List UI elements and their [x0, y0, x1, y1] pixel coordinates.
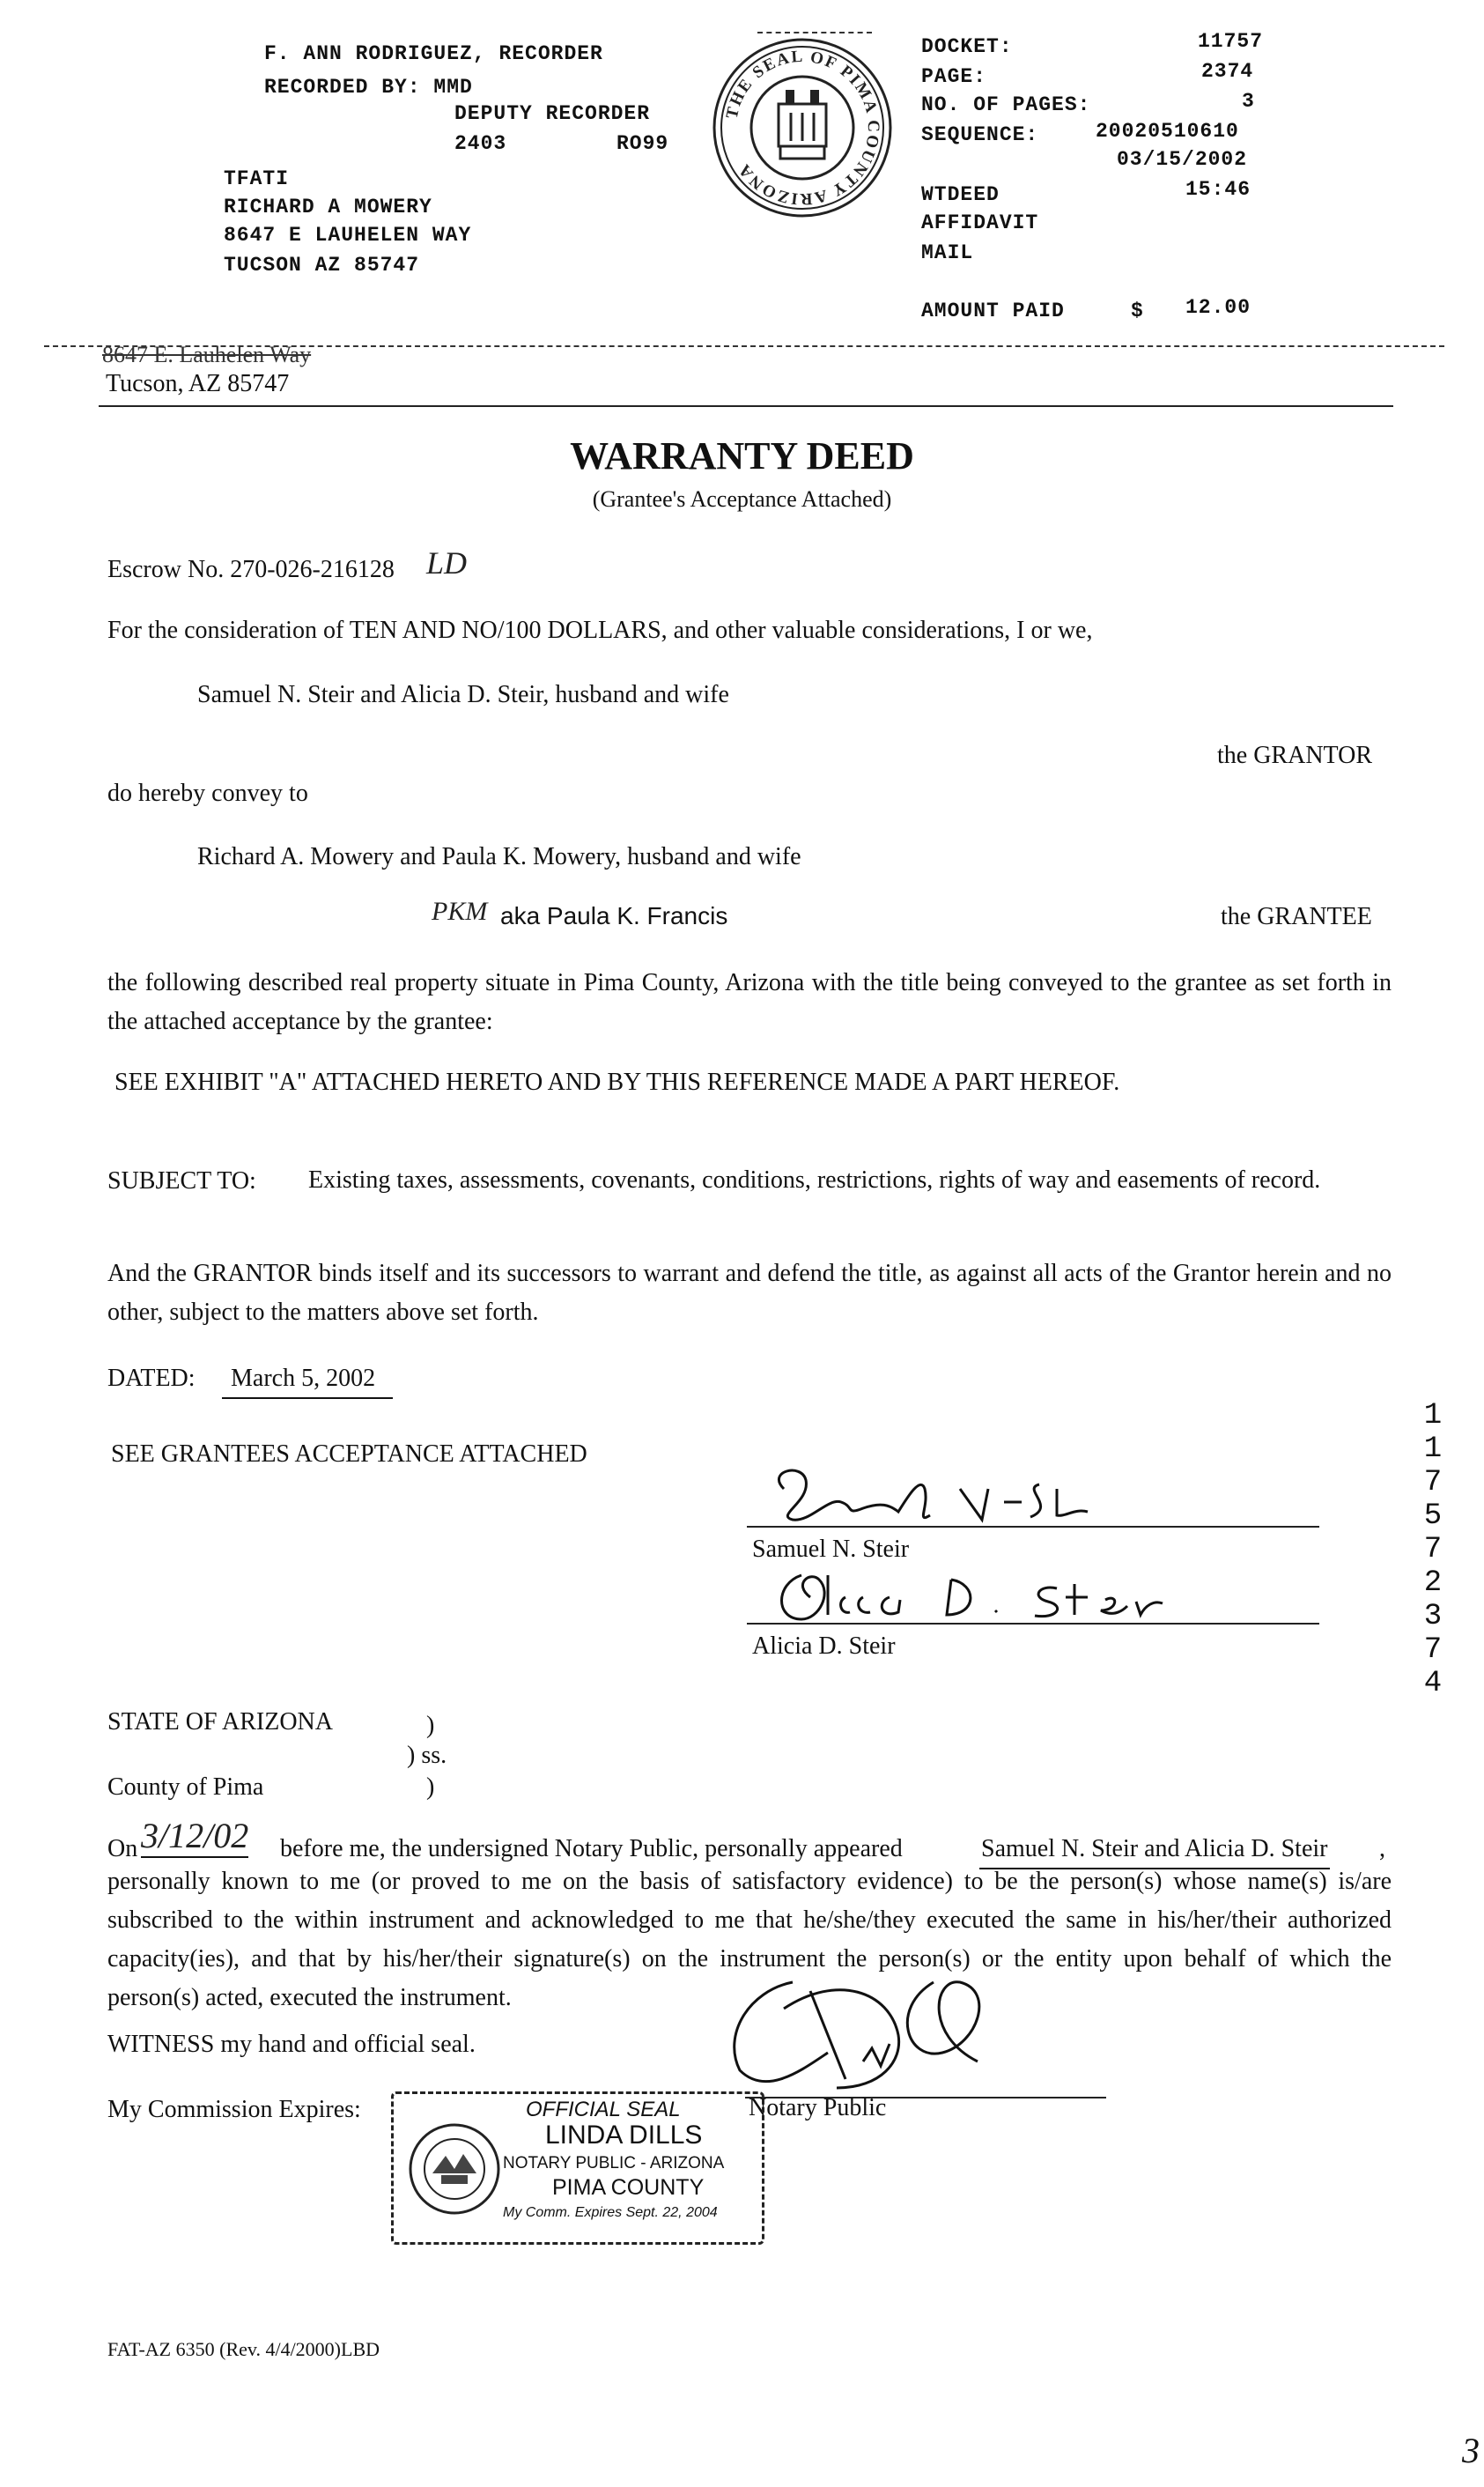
- sequence-label: SEQUENCE:: [921, 123, 1039, 146]
- margin-digit: 1: [1423, 1399, 1443, 1432]
- signature-line-2: [747, 1623, 1319, 1625]
- amount-currency: $: [1131, 300, 1144, 322]
- stamp-notary-title: NOTARY PUBLIC - ARIZONA: [503, 2154, 725, 2172]
- docket-label: DOCKET:: [921, 35, 1013, 58]
- notary-body-paragraph: personally known to me (or proved to me on the basis of satisfactory evidence) to be the person(s) whose name(s) is/are subscribed to the within instrument and acknowledged to me that he/she/they executed the same in his/her/their authorized capacity(ies), and that by his/her/their signature(s) on the instrument the person(s) or the entity upon behalf of which the person(s) acted, executed the instrument.: [107, 1868, 1392, 2011]
- subject-to-text: Existing taxes, assessments, covenants, conditions, restrictions, rights of way and easements of record.: [308, 1166, 1321, 1194]
- escrow-initials: LD: [426, 545, 468, 581]
- notary-stamp: [391, 2091, 764, 2245]
- recorded-by: RECORDED BY: MMD: [264, 76, 473, 99]
- margin-digit: 4: [1423, 1667, 1443, 1700]
- consideration-text: For the consideration of TEN AND NO/100 DOLLARS, and other valuable considerations, I or we,: [107, 617, 1093, 644]
- recording-date: 03/15/2002: [1117, 148, 1248, 171]
- margin-digit: 1: [1423, 1432, 1443, 1466]
- recording-time: 15:46: [1185, 178, 1251, 201]
- acceptance-note: SEE GRANTEES ACCEPTANCE ATTACHED: [111, 1440, 587, 1468]
- header-dash-line: [757, 32, 872, 33]
- notary-ss: ) ss.: [407, 1742, 447, 1769]
- aka-name: aka Paula K. Francis: [500, 902, 728, 929]
- county-seal: [710, 35, 895, 220]
- docket-value: 11757: [1198, 30, 1264, 53]
- notary-county: County of Pima: [107, 1773, 264, 1801]
- amount-label: AMOUNT PAID: [921, 300, 1065, 322]
- exhibit-reference: SEE EXHIBIT "A" ATTACHED HERETO AND BY THIS REFERENCE MADE A PART HEREOF.: [114, 1069, 1120, 1096]
- notary-comma: ,: [1379, 1835, 1385, 1862]
- notary-paren-3: ): [426, 1773, 435, 1801]
- aka-initials: PKM: [432, 897, 488, 926]
- escrow-number: Escrow No. 270-026-216128: [107, 556, 395, 583]
- notary-state: STATE OF ARIZONA: [107, 1708, 333, 1736]
- arizona-seal-icon: [406, 2121, 503, 2217]
- deed-subtitle: (Grantee's Acceptance Attached): [592, 486, 892, 512]
- notary-public-label: Notary Public: [749, 2094, 887, 2121]
- notary-signature: [713, 1956, 1048, 2106]
- address-city: Tucson, AZ 85747: [106, 370, 290, 397]
- sequence-value: 20020510610: [1096, 120, 1239, 143]
- county-seal-graphic: [710, 35, 895, 220]
- form-number: FAT-AZ 6350 (Rev. 4/4/2000)LBD: [107, 2338, 380, 2360]
- recorder-code-right: RO99: [616, 132, 669, 155]
- dated-value: March 5, 2002: [222, 1360, 393, 1399]
- dated-label: DATED:: [107, 1365, 196, 1392]
- stamp-county: PIMA COUNTY: [552, 2175, 705, 2200]
- deed-title: WARRANTY DEED: [570, 434, 914, 477]
- margin-stamp: [1420, 1399, 1446, 1700]
- grantee-label: the GRANTEE: [1221, 903, 1372, 930]
- notary-witness: WITNESS my hand and official seal.: [107, 2031, 476, 2058]
- convey-text: do hereby convey to: [107, 780, 308, 807]
- return-street: 8647 E LAUHELEN WAY: [224, 224, 472, 247]
- property-paragraph: the following described real property situate in Pima County, Arizona with the title being conveyed to the grantee as set forth in the attached acceptance by the grantee:: [107, 969, 1392, 1035]
- notary-handwritten-date: 3/12/02: [141, 1815, 248, 1858]
- affidavit-label: AFFIDAVIT: [921, 211, 1039, 234]
- grantee-names: Richard A. Mowery and Paula K. Mowery, husband and wife: [197, 843, 801, 870]
- stamp-official-seal: OFFICIAL SEAL: [526, 2098, 681, 2121]
- notary-appeared-names: Samuel N. Steir and Alicia D. Steir: [979, 1831, 1330, 1869]
- notary-before-text: before me, the undersigned Notary Public, personally appeared: [280, 1835, 903, 1862]
- margin-digit: 2: [1423, 1566, 1443, 1600]
- margin-digit: 7: [1423, 1633, 1443, 1667]
- amount-value: 12.00: [1185, 296, 1251, 319]
- warranty-paragraph: And the GRANTOR binds itself and its successors to warrant and defend the title, as against all acts of the Grantor herein and no other, subject to the matters above set forth.: [107, 1260, 1392, 1326]
- margin-digit: 7: [1423, 1533, 1443, 1566]
- commission-label: My Commission Expires:: [107, 2096, 361, 2123]
- stamp-commission-expiry: My Comm. Expires Sept. 22, 2004: [503, 2205, 718, 2220]
- notary-on: On: [107, 1835, 138, 1862]
- margin-digit: 3: [1423, 1600, 1443, 1633]
- address-struck: 8647 E. Lauhelen Way: [102, 342, 312, 367]
- county-seal-text: THE SEAL OF PIMA COUNTY ARIZONA: [722, 47, 883, 209]
- pages-label: NO. OF PAGES:: [921, 93, 1091, 116]
- signer-1-name: Samuel N. Steir: [752, 1536, 910, 1563]
- signature-samuel: [757, 1454, 1110, 1533]
- return-code: TFATI: [224, 167, 290, 190]
- stamp-notary-name: LINDA DILLS: [545, 2121, 703, 2150]
- address-rule: [99, 405, 1393, 407]
- recorder-name: F. ANN RODRIGUEZ, RECORDER: [264, 42, 603, 65]
- grantor-names: Samuel N. Steir and Alicia D. Steir, husband and wife: [197, 681, 729, 708]
- grantor-label: the GRANTOR: [1217, 742, 1373, 769]
- signature-alicia: [766, 1558, 1207, 1628]
- return-city: TUCSON AZ 85747: [224, 254, 420, 277]
- deputy-recorder: DEPUTY RECORDER: [454, 102, 651, 125]
- page-number: 3: [1462, 2431, 1480, 2470]
- return-name: RICHARD A MOWERY: [224, 196, 432, 218]
- margin-digit: 5: [1423, 1499, 1443, 1533]
- notary-paren-1: ): [426, 1712, 435, 1739]
- page-label: PAGE:: [921, 65, 987, 88]
- signature-line-1: [747, 1526, 1319, 1528]
- recorder-code-left: 2403: [454, 132, 507, 155]
- document-type: WTDEED: [921, 183, 1000, 206]
- page-value: 2374: [1201, 60, 1254, 83]
- margin-digit: 7: [1423, 1466, 1443, 1499]
- subject-to-label: SUBJECT TO:: [107, 1167, 256, 1195]
- signer-2-name: Alicia D. Steir: [752, 1632, 896, 1660]
- mail-label: MAIL: [921, 241, 974, 264]
- pages-value: 3: [1242, 90, 1255, 113]
